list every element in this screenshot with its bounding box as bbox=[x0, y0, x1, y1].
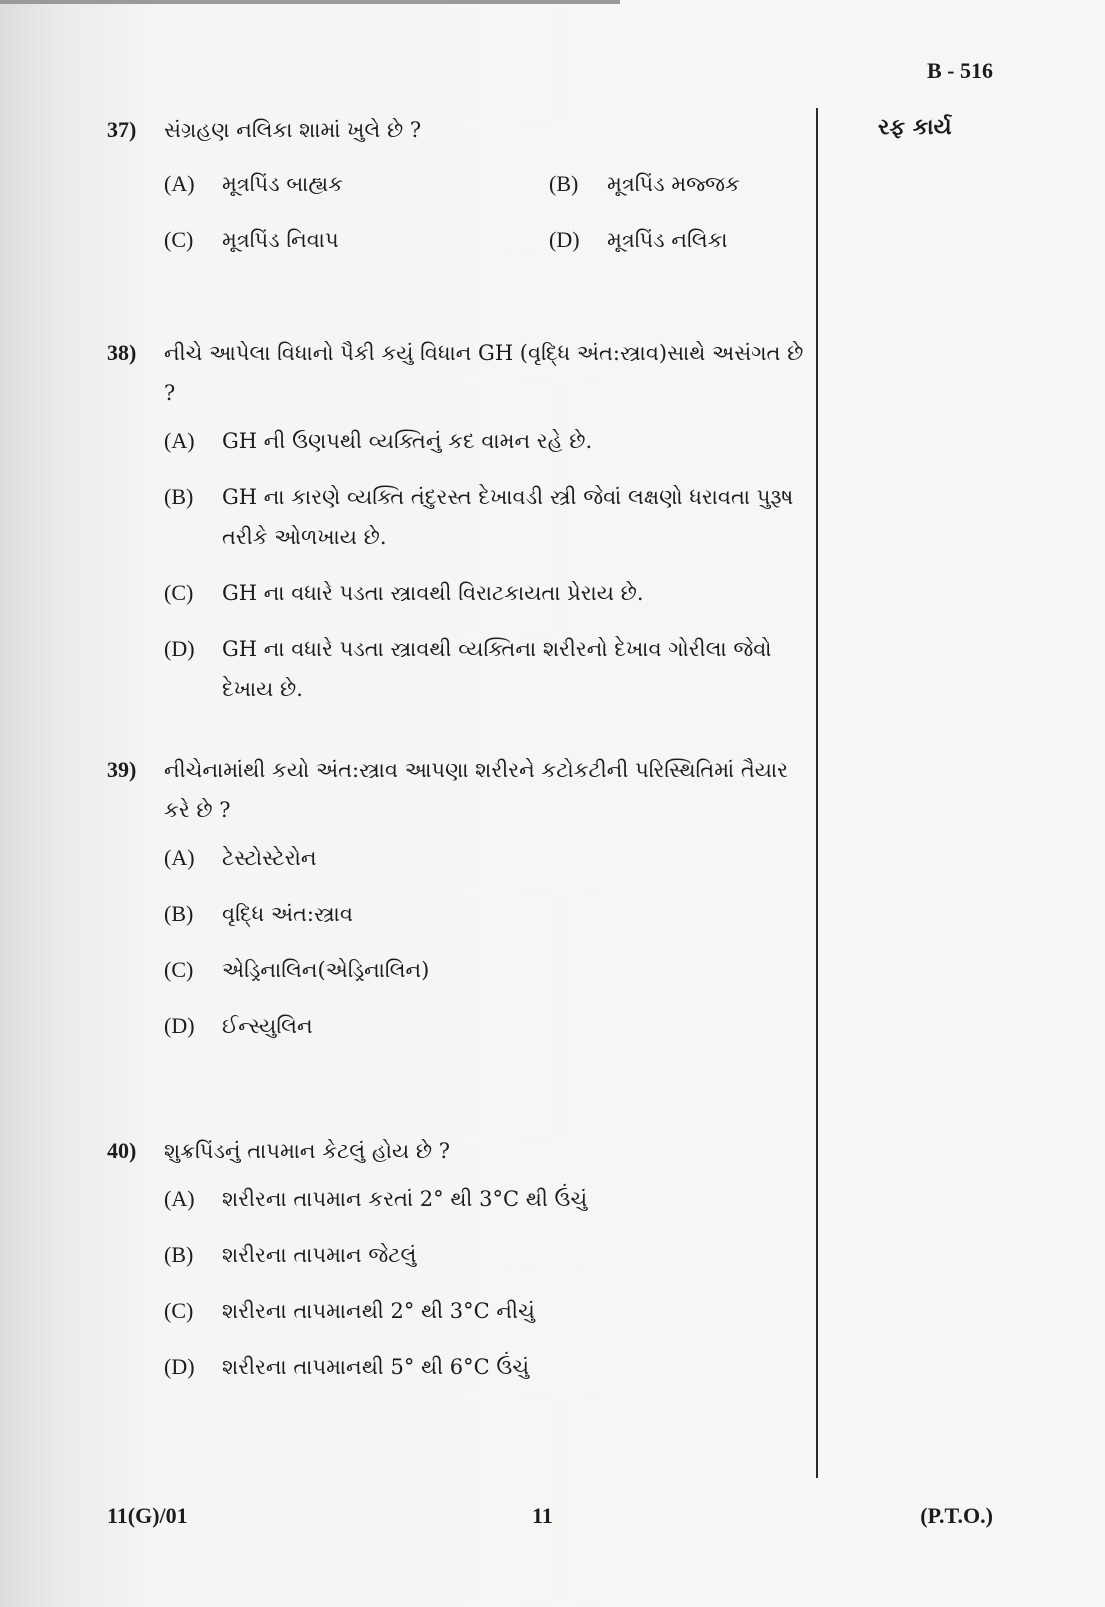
footer-pto: (P.T.O.) bbox=[920, 1503, 993, 1528]
option-text: મૂત્રપિંડ નિવાપ bbox=[222, 228, 339, 252]
option-letter: (A) bbox=[164, 1186, 195, 1211]
footer-series-code: 11(G)/01 bbox=[107, 1503, 188, 1528]
option-b bbox=[164, 1235, 815, 1275]
option-c bbox=[164, 950, 815, 990]
option-a bbox=[164, 164, 549, 204]
option-text: મૂત્રપિંડ નલિકા bbox=[607, 228, 728, 252]
option-text: વૃદ્ધિ અંત:સ્ત્રાવ bbox=[222, 902, 353, 926]
option-letter: (B) bbox=[549, 171, 579, 196]
question-number: 39) bbox=[107, 757, 137, 782]
option-letter: (B) bbox=[164, 1242, 194, 1267]
option-letter: (B) bbox=[164, 484, 194, 509]
question-text: નીચેનામાંથી કયો અંત:સ્ત્રાવ આપણા શરીરને કટોકટીની પરિસ્થિતિમાં તૈયાર કરે છે ? bbox=[164, 758, 788, 822]
option-text: GH ની ઉણપથી વ્યક્તિનું કદ વામન રહે છે. bbox=[222, 429, 593, 453]
question-number: 38) bbox=[107, 340, 137, 365]
options-list bbox=[164, 838, 815, 1046]
option-c bbox=[164, 573, 815, 613]
option-text: ટેસ્ટોસ્ટેરોન bbox=[222, 846, 317, 870]
option-letter: (B) bbox=[164, 901, 194, 926]
options-grid bbox=[164, 164, 815, 260]
option-c bbox=[164, 1291, 815, 1331]
option-text: શરીરના તાપમાન કરતાં 2° થી 3°C થી ઉંચું bbox=[222, 1187, 588, 1211]
option-d bbox=[164, 629, 815, 709]
question-text: નીચે આપેલા વિધાનો પૈકી કયું વિધાન GH (વૃદ્ધિ અંત:સ્ત્રાવ)સાથે અસંગત છે ? bbox=[164, 341, 804, 405]
option-letter: (C) bbox=[164, 227, 194, 252]
option-letter: (D) bbox=[164, 1354, 195, 1379]
option-a bbox=[164, 421, 815, 461]
question-number: 37) bbox=[107, 117, 137, 142]
option-a bbox=[164, 1179, 815, 1219]
option-letter: (C) bbox=[164, 1298, 194, 1323]
option-text: ઈન્સ્યુલિન bbox=[222, 1014, 313, 1038]
option-text: GH ના કારણે વ્યક્તિ તંદુરસ્ત દેખાવડી સ્ત્રી જેવાં લક્ષણો ધરાવતા પુરૂષ તરીકે ઓળખાય છે. bbox=[222, 485, 794, 549]
option-letter: (D) bbox=[164, 636, 195, 661]
question-number: 40) bbox=[107, 1138, 137, 1163]
question-39 bbox=[107, 750, 815, 1062]
option-text: મૂત્રપિંડ મજ્જક bbox=[607, 172, 740, 196]
option-text: GH ના વધારે પડતા સ્ત્રાવથી વ્યક્તિના શરીરનો દેખાવ ગોરીલા જેવો દેખાય છે. bbox=[222, 637, 772, 701]
option-text: શરીરના તાપમાન જેટલું bbox=[222, 1243, 417, 1267]
option-d bbox=[164, 1347, 815, 1387]
option-text: શરીરના તાપમાનથી 5° થી 6°C ઉંચું bbox=[222, 1355, 530, 1379]
option-letter: (A) bbox=[164, 171, 195, 196]
paper-code: B - 516 bbox=[927, 58, 993, 83]
scan-edge-line bbox=[0, 0, 620, 4]
option-text: GH ના વધારે પડતા સ્ત્રાવથી વિરાટકાયતા પ્રેરાય છે. bbox=[222, 581, 644, 605]
rough-work-label: રફ કાર્ય bbox=[878, 114, 952, 140]
option-letter: (C) bbox=[164, 580, 194, 605]
option-text: એડ્રિનાલિન(એડ્રિનાલિન) bbox=[222, 958, 430, 982]
question-38 bbox=[107, 333, 815, 725]
question-40 bbox=[107, 1131, 815, 1403]
option-d bbox=[164, 1006, 815, 1046]
option-text: મૂત્રપિંડ બાહ્યક bbox=[222, 172, 343, 196]
option-b bbox=[164, 894, 815, 934]
option-letter: (A) bbox=[164, 845, 195, 870]
option-a bbox=[164, 838, 815, 878]
option-text: શરીરના તાપમાનથી 2° થી 3°C નીચું bbox=[222, 1299, 535, 1323]
question-text: શુક્રપિંડનું તાપમાન કેટલું હોય છે ? bbox=[164, 1139, 451, 1163]
option-c bbox=[164, 220, 549, 260]
options-list bbox=[164, 1179, 815, 1387]
question-37 bbox=[107, 110, 815, 260]
footer-page-number: 11 bbox=[532, 1503, 553, 1528]
question-text: સંગ્રહણ નલિકા શામાં ખુલે છે ? bbox=[164, 118, 422, 142]
option-letter: (D) bbox=[549, 227, 580, 252]
rough-work-divider bbox=[816, 108, 818, 1478]
option-d bbox=[549, 220, 849, 260]
option-b bbox=[549, 164, 849, 204]
option-b bbox=[164, 477, 815, 557]
option-letter: (A) bbox=[164, 428, 195, 453]
option-letter: (C) bbox=[164, 957, 194, 982]
option-letter: (D) bbox=[164, 1013, 195, 1038]
options-list bbox=[164, 421, 815, 709]
